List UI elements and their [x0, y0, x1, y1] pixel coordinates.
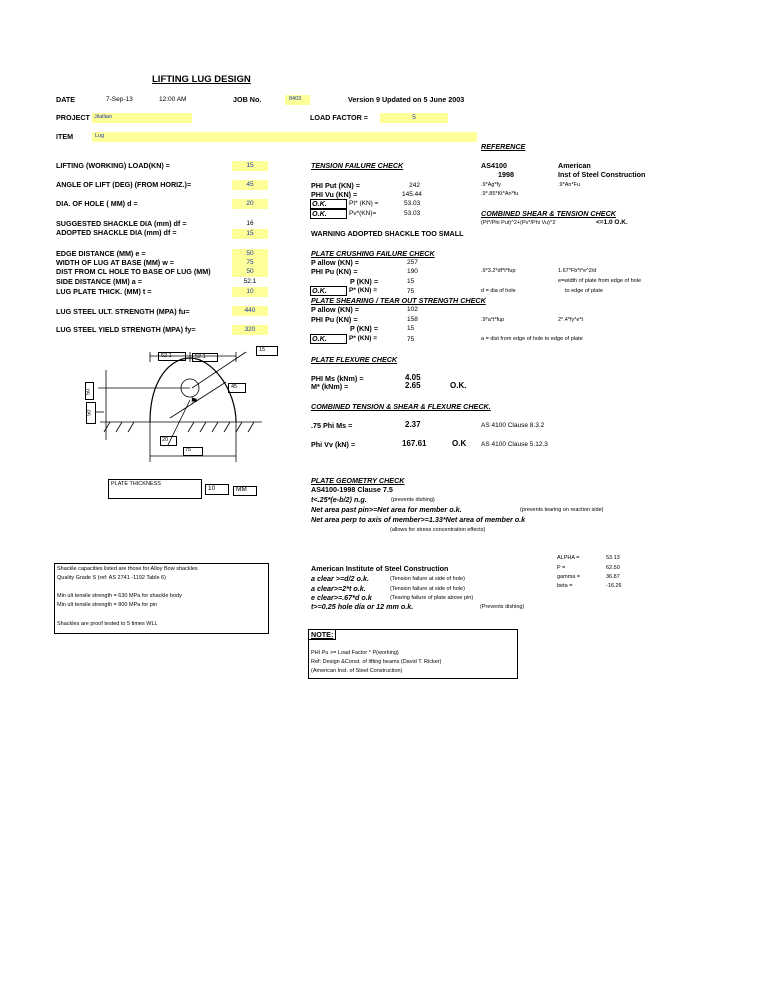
crush-p-value: 15 — [407, 278, 415, 285]
vv-label: Phi Vv (kN) = — [311, 440, 356, 449]
aisc-l4: t>=0.25 hole dia or 12 mm o.k. — [311, 602, 414, 611]
combined-formula: (Pt*/Phi Put)^2+(Pv*/Phi Vu)^2 — [481, 220, 556, 226]
input-label-edge: EDGE DISTANCE (MM) e = — [56, 249, 146, 258]
version-text: Version 9 Updated on 5 June 2003 — [348, 95, 465, 104]
input-value-edge: 50 — [246, 250, 254, 257]
input-label-hole: DIA. OF HOLE ( MM) d = — [56, 199, 138, 208]
input-value-dist: 50 — [246, 268, 254, 275]
combined-tsf-title: COMBINED TENSION & SHEAR & FLEXURE CHECK. — [311, 402, 491, 411]
input-value-adopted-shackle: 15 — [246, 230, 254, 237]
dim-7: 20 — [162, 437, 169, 443]
note-l3: (American Inst. of Steel Construction) — [311, 668, 403, 674]
input-value-hole: 20 — [246, 200, 254, 207]
crush-note1: e=width of plate from edge of hole — [558, 278, 642, 284]
geometry-l1: t<.25*(e-b/2) n.g. — [311, 495, 367, 504]
flag-glyph: ⚑ — [190, 396, 199, 406]
shackle-note-l3: Min ult tensile strength = 630 MPa for shackle body — [57, 593, 182, 599]
geometry-l3-note: (allows for stress concentration effects) — [390, 527, 486, 533]
geometry-l2-note: (prevents tearing on reaction side) — [520, 507, 604, 513]
pt-value: 53.03 — [404, 200, 421, 207]
aisc-l2-note: (Tension failure at side of hole) — [390, 586, 465, 592]
shear-formula2: 2*.4*fy*e*t — [558, 317, 584, 323]
shackle-note-l5: Shackles are proof tested to 5 times WLL — [57, 621, 158, 627]
flexure-title: PLATE FLEXURE CHECK — [311, 355, 398, 364]
formula-an-fu: .9*An*Fu — [558, 182, 581, 188]
crush-pu-label: PHI Pu (KN) = — [311, 267, 358, 276]
shackle-note-l4: Min ult tensile strength = 800 MPa for pin — [57, 602, 158, 608]
phi-vu-label: PHI Vu (KN) = — [311, 190, 358, 199]
aisc-l2: a clear>=2*t o.k. — [311, 584, 366, 593]
shear-note1: a = dist from edge of hole to edge of plate — [481, 336, 583, 342]
aisc-l4-note: (Prevents dishing) — [480, 604, 525, 610]
shackle-note-l1: Shackle capacities listed are those for Alloy Bow shackles — [57, 566, 198, 572]
ref-american: American — [558, 161, 591, 170]
aisc-l3-note: (Tearing failure of plate above pin) — [390, 595, 474, 601]
pv-value: 53.03 — [404, 210, 421, 217]
shear-ps-value: 75 — [407, 336, 415, 343]
date-label: DATE — [56, 95, 76, 104]
combined-result: <=1.0 O.K. — [596, 219, 628, 226]
ref-clause-832: AS 4100 Clause 8.3.2 — [481, 422, 545, 429]
time-value: 12:00 AM — [159, 96, 187, 103]
input-value-load: 15 — [246, 162, 254, 169]
input-label-fu: LUG STEEL ULT. STRENGTH (MPA) fu= — [56, 307, 190, 316]
input-label-dist: DIST FROM CL HOLE TO BASE OF LUG (MM) — [56, 267, 211, 276]
gamma-value: 36.87 — [606, 574, 620, 580]
crush-p-label: P (KN) = — [350, 277, 379, 286]
load-factor-value: 5 — [412, 114, 416, 121]
crush-ps-label: P* (KN) = — [349, 287, 377, 294]
date-value: 7-Sep-13 — [106, 96, 133, 103]
flex-ms-label: PHI Ms (kNm) = — [311, 374, 364, 383]
crush-formula1: .9*3.2*df*t*fup — [481, 268, 516, 274]
plate-thickness-label: PLATE THICKNESS — [111, 481, 161, 487]
ms75-value: 2.37 — [405, 420, 421, 429]
ground-hatch — [104, 422, 254, 432]
input-label-thick: LUG PLATE THICK. (MM) t = — [56, 287, 152, 296]
beta-value: -16.26 — [606, 583, 622, 589]
geometry-l2: Net area past pin>=Net area for member o.k. — [311, 505, 462, 514]
shear-pu-value: 158 — [407, 316, 418, 323]
input-label-angle: ANGLE OF LIFT (DEG) (FROM HORIZ.)= — [56, 180, 192, 189]
crush-ps-value: 75 — [407, 288, 415, 295]
shear-ok: O.K. — [312, 334, 327, 343]
ok-pv: O.K. — [312, 209, 327, 218]
dim-8: 75 — [185, 447, 192, 453]
shear-pu-label: PHI Pu (KN) = — [311, 315, 358, 324]
geometry-clause: AS4100-1998 Clause 7.5 — [311, 485, 393, 494]
reference-heading: REFERENCE — [481, 142, 526, 151]
p-value: 62.50 — [606, 565, 620, 571]
input-value-width: 75 — [246, 259, 254, 266]
dim-4: 45 — [231, 384, 238, 390]
page-title: LIFTING LUG DESIGN — [152, 74, 251, 85]
geometry-title: PLATE GEOMETRY CHECK — [311, 476, 405, 485]
plate-thickness-unit: MM — [236, 486, 247, 493]
input-label-side: SIDE DISTANCE (MM) a = — [56, 277, 142, 286]
phi-put-label: PHI Put (KN) = — [311, 181, 360, 190]
geometry-l1-note: (prevents dishing) — [391, 497, 435, 503]
shear-p-label: P (KN) = — [350, 324, 379, 333]
crush-pu-value: 190 — [407, 268, 418, 275]
aisc-l1: a clear >=d/2 o.k. — [311, 574, 369, 583]
crush-ok: O.K. — [312, 286, 327, 295]
aisc-l3: e clear>=.67*d o.k — [311, 593, 372, 602]
job-value: 8403 — [289, 96, 302, 102]
formula-vu: .9*.85*Kt*An*fu — [481, 191, 519, 197]
dim-6: 50 — [86, 409, 93, 416]
input-value-thick: 10 — [246, 288, 254, 295]
crush-note3: to edge of plate — [565, 288, 603, 294]
shear-pallow-label: P allow (KN) = — [311, 305, 359, 314]
load-factor-label: LOAD FACTOR = — [310, 113, 368, 122]
geometry-l3: Net area perp to axis of member>=1.33*Net area of member o.k — [311, 515, 526, 524]
item-value: Lug — [95, 133, 105, 139]
aisc-title: American Institute of Steel Construction — [311, 564, 449, 573]
job-label: JOB No. — [233, 95, 262, 104]
item-label: ITEM — [56, 132, 74, 141]
shear-formula1: .9*a*t*fup — [481, 317, 505, 323]
shackle-note-l2: Quality Grade S (ref: AS 2741 -1192 Table 6) — [57, 575, 166, 581]
shear-p-value: 15 — [407, 325, 415, 332]
p-label: P = — [557, 565, 566, 571]
flex-m-label: M* (kNm) = — [311, 382, 349, 391]
dim-2: 52.1 — [195, 354, 206, 360]
gamma-label: gamma = — [557, 574, 581, 580]
ref-1998: 1998 — [498, 170, 514, 179]
input-value-side: 52.1 — [243, 278, 257, 285]
input-value-fu: 440 — [244, 307, 256, 314]
note-l1: PHI Pu >= Load Factor * P(working) — [311, 650, 399, 656]
input-label-width: WIDTH OF LUG AT BASE (MM) w = — [56, 258, 174, 267]
dim-1: 52.1 — [161, 353, 172, 359]
input-label-load: LIFTING (WORKING) LOAD(KN) = — [56, 161, 170, 170]
aisc-l1-note: (Tension failure at side of hole) — [390, 576, 465, 582]
input-label-adopted-shackle: ADOPTED SHACKLE DIA (mm) df = — [56, 228, 177, 237]
ref-aisc: Inst of Steel Construction — [558, 170, 646, 179]
note-title: NOTE: — [311, 630, 334, 639]
vv-ok: O.K — [452, 439, 467, 448]
flex-m-value: 2.65 — [405, 381, 421, 390]
shear-ps-label: P* (KN) = — [349, 335, 377, 342]
project-value: Jilallian — [94, 114, 113, 120]
ms75-label: .75 Phi Ms = — [311, 421, 353, 430]
input-label-suggested-shackle: SUGGESTED SHACKLE DIA (mm) df = — [56, 219, 187, 228]
ok-pt: O.K. — [312, 199, 327, 208]
tension-title: TENSION FAILURE CHECK — [311, 161, 404, 170]
input-label-fy: LUG STEEL YIELD STRENGTH (MPA) fy= — [56, 325, 196, 334]
input-value-fy: 320 — [244, 326, 256, 333]
crush-formula2: 1.67*Fb*t*e^2/d — [558, 268, 597, 274]
flex-ms-value: 4.05 — [405, 373, 421, 382]
input-value-suggested-shackle: 16 — [246, 220, 254, 227]
phi-put-value: 242 — [409, 182, 420, 189]
crush-pallow-value: 257 — [407, 259, 418, 266]
vv-value: 167.61 — [402, 439, 427, 448]
crush-pallow-label: P allow (KN) = — [311, 258, 359, 267]
pt-label: Pt* (KN) = — [349, 200, 379, 207]
plate-thickness-value: 10 — [208, 485, 216, 492]
note-l2: Ref: Design &Const. of lifting beams (David T. Ricker) — [311, 659, 442, 665]
dim-5: 50 — [85, 388, 92, 395]
crush-note2: d = dia of hole — [481, 288, 516, 294]
phi-vu-value: 145.44 — [402, 191, 422, 198]
beta-label: beta = — [557, 583, 573, 589]
dim-3: 15 — [259, 347, 266, 353]
alpha-value: 53.13 — [606, 555, 620, 561]
combined-shear-title: COMBINED SHEAR & TENSION CHECK — [481, 209, 616, 218]
input-value-angle: 45 — [246, 181, 254, 188]
ref-as4100: AS4100 — [481, 161, 507, 170]
flex-ok: O.K. — [450, 381, 467, 390]
project-label: PROJECT — [56, 113, 90, 122]
shearing-title: PLATE SHEARING / TEAR OUT STRENGTH CHECK — [311, 296, 486, 305]
shear-pallow-value: 102 — [407, 306, 418, 313]
ref-clause-5123: AS 4100 Clause 5.12.3 — [481, 441, 548, 448]
pv-label: Pv*(KN)= — [349, 210, 377, 217]
formula-put: .9*Ag*fy — [481, 182, 501, 188]
alpha-label: ALPHA = — [557, 555, 580, 561]
crushing-title: PLATE CRUSHING FAILURE CHECK — [311, 249, 435, 258]
warning-text: WARNING ADOPTED SHACKLE TOO SMALL — [311, 229, 464, 238]
